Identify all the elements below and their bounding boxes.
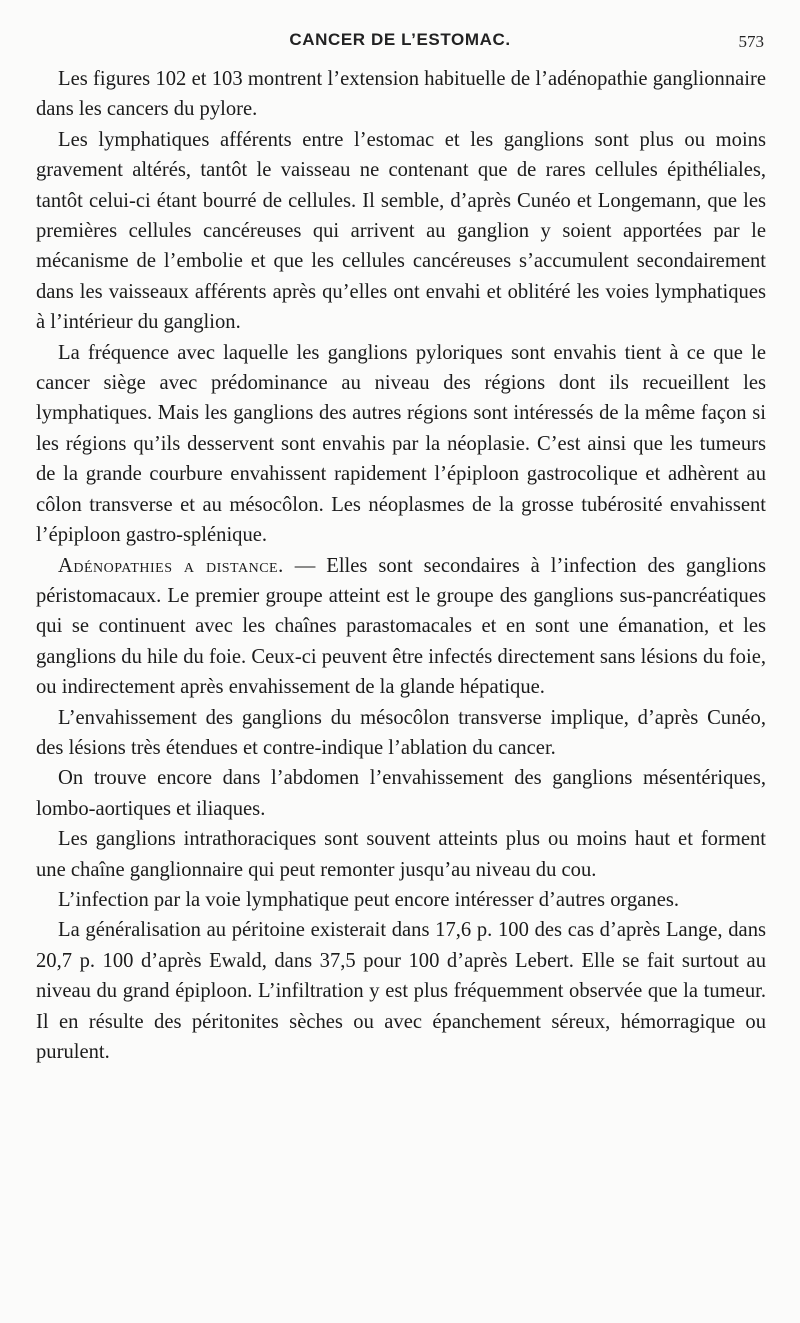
paragraph: La fréquence avec laquelle les ganglions pyloriques sont envahis tient à ce que le cancer siège avec prédominance au niveau des régions dont ils recueillent les lymphatiques. Mais les ganglions des autres régions sont intéressés de la même façon si les régions qu’ils desservent sont envahis par la néoplasie. C’est ainsi que les tumeurs de la grande courbure envahissent rapidement l’épiploon gastrocolique et adhèrent au côlon transverse et au mésocôlon. Les néoplasmes de la grosse tubérosité envahissent l’épiploon gastro-splénique. [36,341,766,547]
paragraph: Les figures 102 et 103 montrent l’extension habituelle de l’adénopathie ganglionnaire dans les cancers du pylore. [36,68,766,121]
paragraph: La généralisation au péritoine existerait dans 17,6 p. 100 des cas d’après Lange, dans 20,7 p. 100 d’après Ewald, dans 37,5 pour 100 d’après Lebert. Elle se fait surtout au niveau du grand épiploon. L’infiltration y est plus fréquemment observée que la tumeur. Il en résulte des péritonites sèches ou avec épanchement séreux, hémorragique ou purulent. [36,919,766,1063]
paragraph: L’infection par la voie lymphatique peut encore intéresser d’autres organes. [58,888,680,911]
paragraph: L’envahissement des ganglions du mésocôlon transverse implique, d’après Cunéo, des lésions très étendues et contre-indique l’ablation du cancer. [36,706,766,759]
paragraph: On trouve encore dans l’abdomen l’envahissement des ganglions mésentériques, lombo-aortiques et iliaques. [36,767,766,820]
page-header [0,30,800,56]
section-heading: Adénopathies a distance. [58,554,284,577]
body-text [36,64,766,1067]
paragraph [36,551,766,703]
paragraph-text: — Elles sont secondaires à l’infection des ganglions péristomacaux. Le premier groupe atteint est le groupe des ganglions sus-pancréatiques qui se continuent avec les chaînes parastomacales et en sont une émanation, et les ganglions du hile du foie. Ceux-ci peuvent être infectés directement sans lésions du foie, ou indirectement après envahissement de la glande hépatique. [36,554,766,699]
paragraph: Les lymphatiques afférents entre l’estomac et les ganglions sont plus ou moins gravement altérés, tantôt le vaisseau ne contenant que de rares cellules épithéliales, tantôt celui-ci étant bourré de cellules. Il semble, d’après Cunéo et Longemann, que les premières cellules cancéreuses qui arrivent au ganglion y soient apportées par le mécanisme de l’embolie et que les cellules cancéreuses s’accumulent secondairement dans les vaisseaux afférents après qu’elles ont envahi et oblitéré les voies lymphatiques à l’intérieur du ganglion. [36,128,766,334]
page-number: 573 [738,32,764,51]
paragraph: Les ganglions intrathoraciques sont souvent atteints plus ou moins haut et forment une chaîne ganglionnaire qui peut remonter jusqu’au niveau du cou. [36,828,766,881]
running-title: CANCER DE L’ESTOMAC. [289,30,511,49]
